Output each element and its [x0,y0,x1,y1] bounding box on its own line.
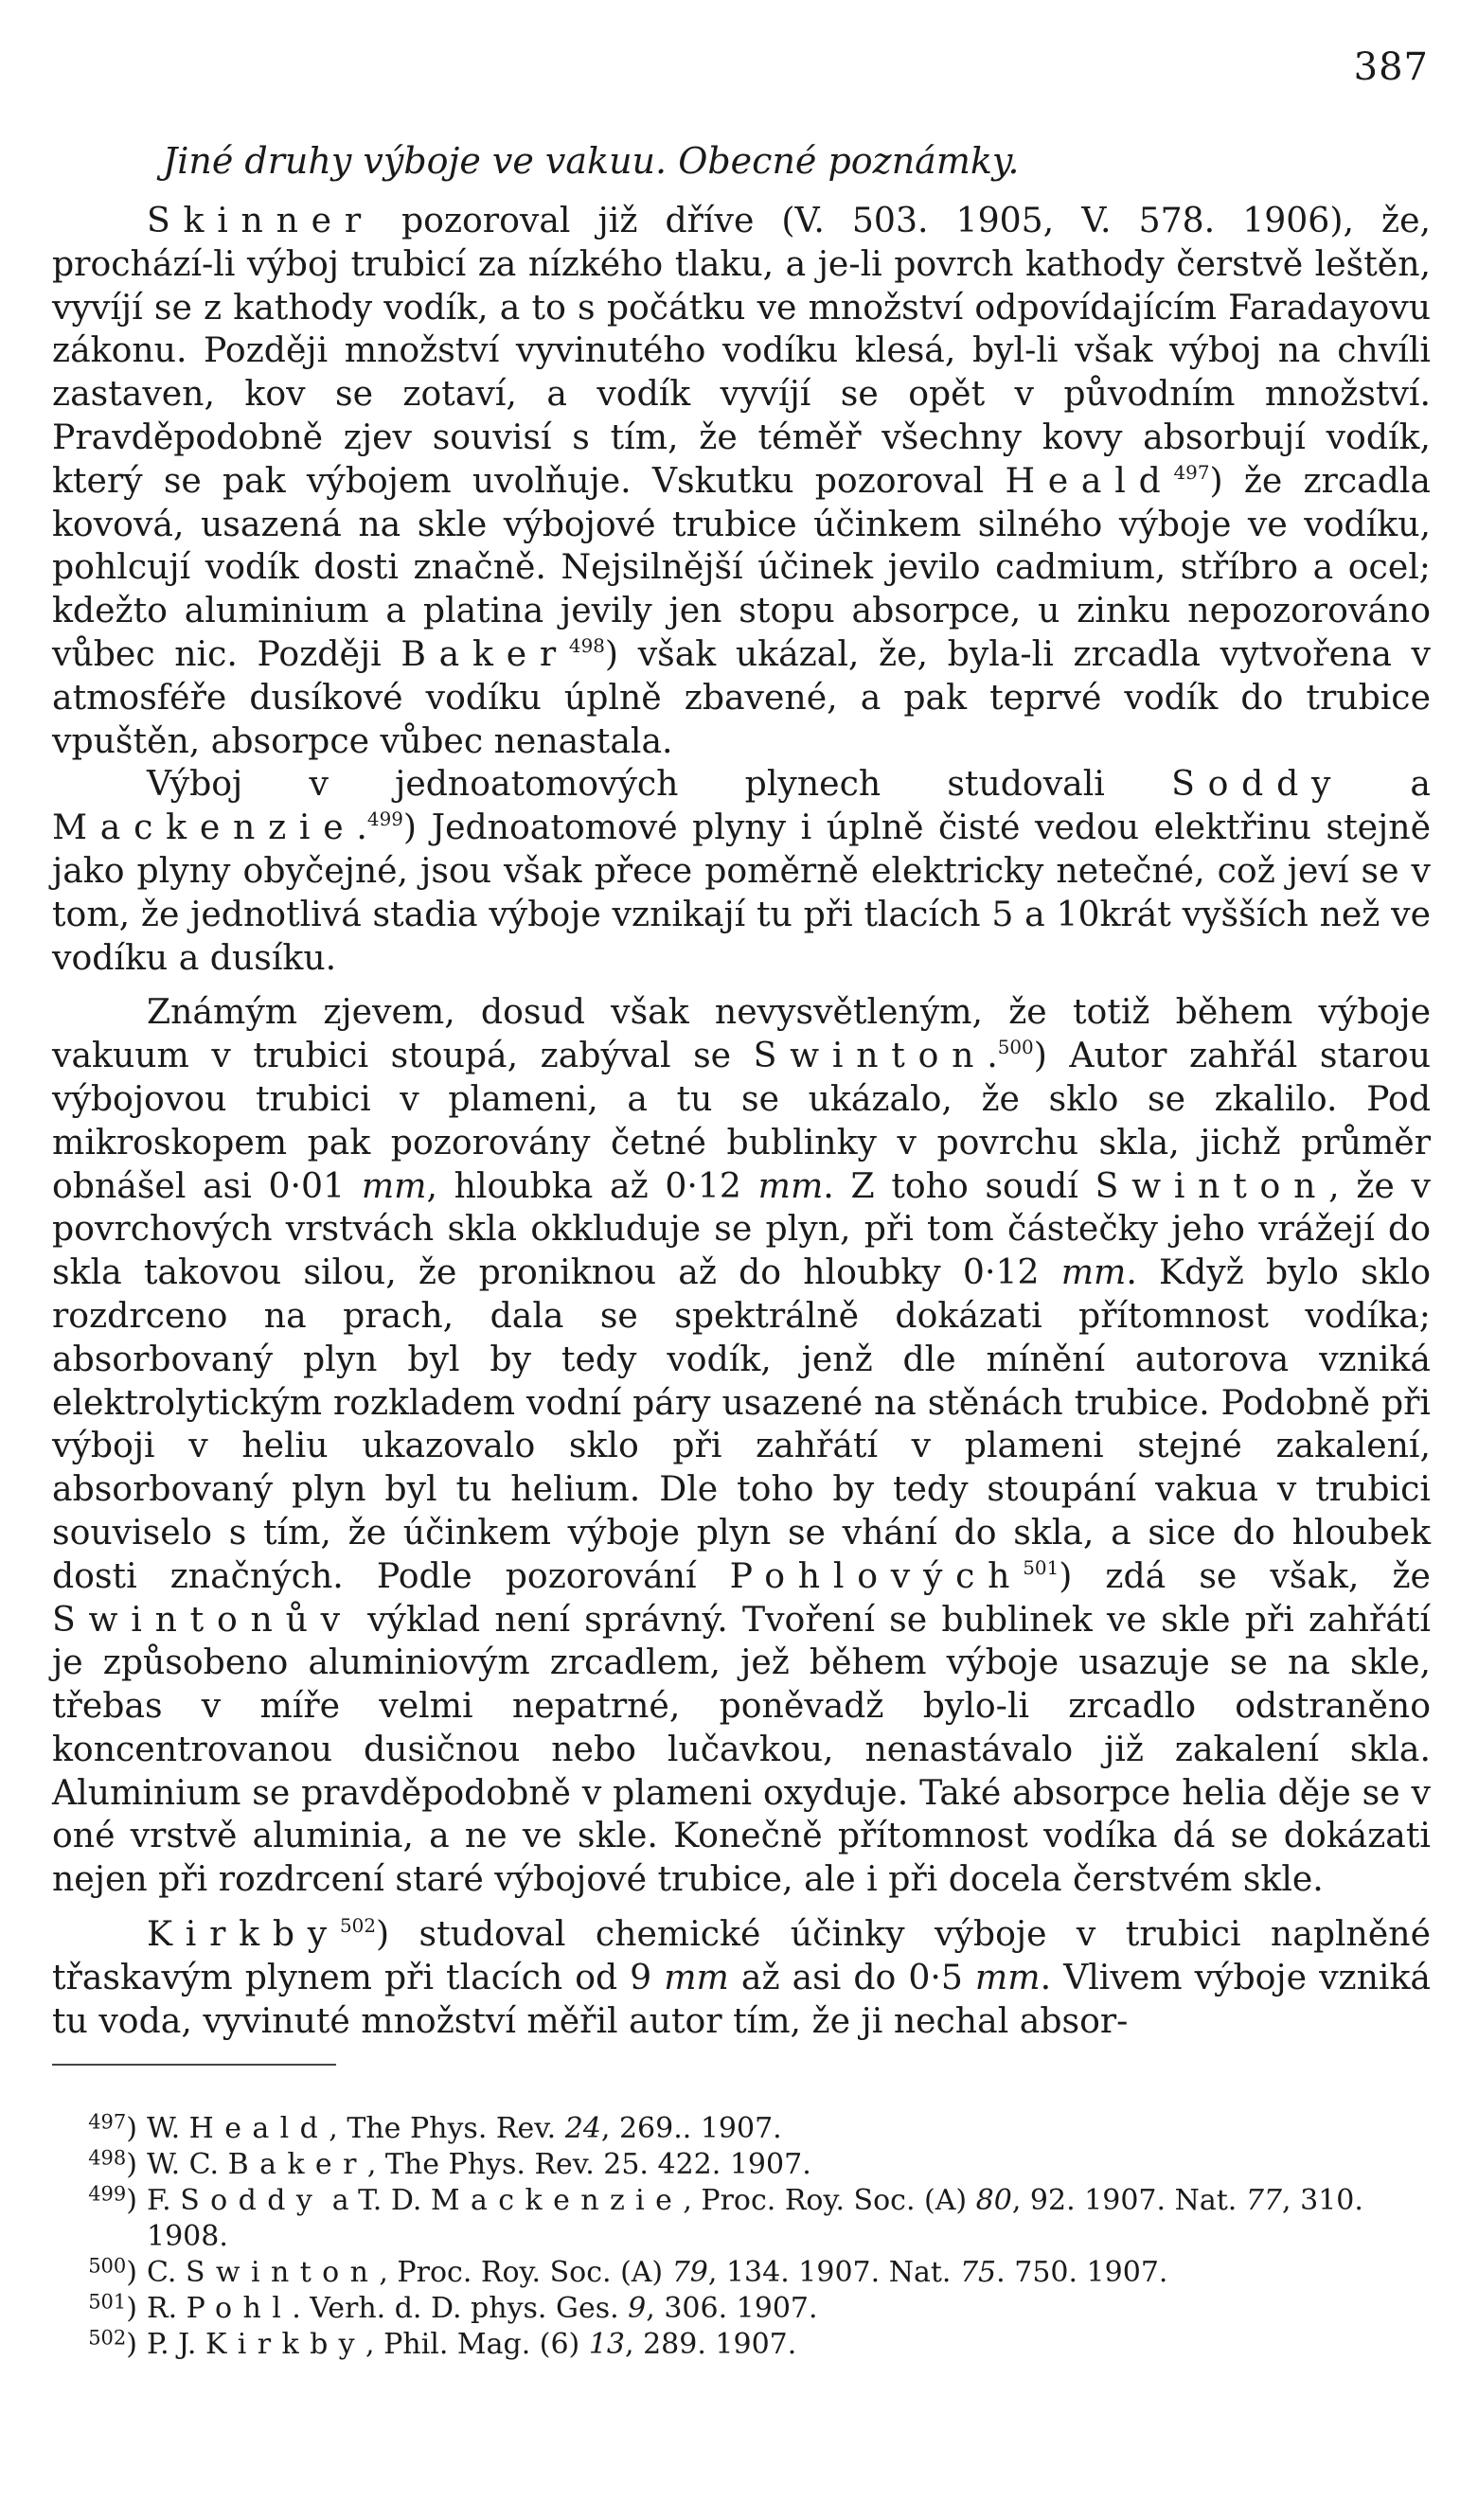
author-name: Soddy [180,2184,324,2217]
footnote-number: $^{497}$) [88,2110,137,2145]
author-name: Swinton [1095,1164,1329,1206]
paragraph [52,762,1431,979]
italic-text: mm [757,1164,824,1206]
author-name: Skinner [147,200,374,240]
footnote-reference: 500 [997,1037,1034,1059]
footnote [52,2255,1431,2291]
text-run: ) že zrcadla kovová, usazená na skle výbojové trubice účinkem silného výboje ve vodíku, pohlcují vodík dosti značně. Nejsilnější účinek jevilo cadmium, stříbro a ocel; kdežto aluminium a platina jevily jen stopu absorpce, u zinku nepozorováno vůbec nic. Později [52,459,1432,674]
citation-text: , 306. 1907. [646,2292,818,2325]
author-name: Mackenzie [430,2184,684,2217]
body-text [52,199,1431,2042]
text-run: a [1344,763,1432,805]
text-run: . Z toho soudí [823,1164,1095,1206]
footnote [52,2327,1431,2363]
text-run: . Vlivem výboje vzniká tu voda, vyvinuté množství měřil autor tím, že ji nechal absor- [52,1956,1431,2041]
author-name: Swinton [185,2256,380,2289]
author-name: Swintonův [52,1598,353,1640]
text-run: Výboj v jednoatomových plynech studovali [147,763,1172,805]
citation-text: , The Phys. Rev. 25. 422. 1907. [366,2148,811,2181]
text-run: , že v povrchových vrstvách skla okkluduje se plyn, při tom částečky jeho vrážejí do skla takovou silou, že proniknou až do hloubky 0·12 [52,1164,1431,1293]
citation-text: R. [147,2292,187,2325]
footnote-number-text: 501 [88,2290,127,2314]
text-run: pozoroval již dříve (V. 503. 1905, V. 578. 1906), že, prochází-li výboj trubicí za nízkého tlaku, a je-li povrch kathody čerstvě leštěn, vyvíjí se z kathody vodík, a to s počátku ve množství odpovídajícím Faradayovu zákonu. Později množství vyvinutého vodíku klesá, byl-li však výboj na chvíli zastaven, kov se zotaví, a vodík vyvíjí se opět v původním množství. Pravděpodobně zjev souvisí s tím, že téměř všechny kovy absorbují vodík, který se pak výbojem uvolňuje. Vskutku pozoroval [52,200,1431,501]
citation-text: a T. D. [323,2184,431,2217]
text-run: ) Autor zahřál starou výbojovou trubici v plameni, a tu se ukázalo, že sklo se zkalilo. Pod mikroskopem pak pozorovány četné bublinky v povrchu skla, jichž průměr obnášel asi 0·01 [52,1035,1432,1206]
author-name: Heald [1005,459,1174,501]
citation-text: . Verh. d. D. phys. Ges. [292,2292,629,2325]
author-name: Kirkby [205,2328,366,2361]
footnote-reference: 497 [1173,461,1210,484]
footnote-number: $^{502}$) [88,2326,137,2361]
text-run: výklad není správný. Tvoření se bublinek ve skle při zahřátí je způsobeno aluminiovým zrcadlem, jež během výboje usazuje se na skle, třebas v míře velmi nepatrné, poněvadž bylo-li zrcadlo odstraněno koncentrovanou dusičnou nebo lučavkou, nenastávalo již zakalení skla. Aluminium se pravděpodobně v plameni oxyduje. Také absorpce helia děje se v oné vrstvě aluminia, a ne ve skle. Konečně přítomnost vodíka dá se dokázati nejen při rozdrcení staré výbojové trubice, ale i při docela čerstvém skle. [52,1598,1431,1900]
author-name: Kirkby [147,1913,340,1955]
footnote-number-text: 498 [88,2146,127,2170]
volume-number: 13 [588,2328,625,2361]
footnote-number-text: 502 [88,2326,127,2350]
citation-text: , Proc. Roy. Soc. (A) [683,2184,976,2217]
footnote-reference: 498 [568,635,605,658]
page-number: 387 [1353,45,1429,89]
footnote [52,2183,1431,2255]
citation-text: , 289. 1907. [625,2328,797,2361]
paragraph [52,990,1431,1901]
footnote-number-text: 500 [88,2254,127,2278]
author-name: Soddy [1171,763,1344,805]
footnote [52,2111,1431,2147]
text-run: ) však ukázal, že, byla-li zrcadla vytvořena v atmosféře dusíkové vodíku úplně zbavené, a pak teprvé vodík do trubice vpuštěn, absorpce vůbec nenastala. [52,632,1431,761]
italic-text: mm [664,1956,729,1997]
text-run: ) zdá se však, že [1059,1554,1431,1596]
footnote-divider [52,2064,336,2066]
volume-number: 24 [564,2112,601,2145]
author-name: Mackenzie [52,807,357,848]
citation-text: W. [147,2112,189,2145]
author-name: Pohl [186,2292,293,2325]
citation-text: , The Phys. Rev. [329,2112,565,2145]
citation-text: , 134. 1907. Nat. [707,2256,960,2289]
footnote-reference: 501 [1023,1556,1060,1579]
text-run: ) studoval chemické účinky výboje v trubici naplněné třaskavým plynem při tlacích od 9 [52,1913,1431,1997]
volume-number: 9 [628,2292,647,2325]
text-run: , hloubka až 0·12 [426,1164,758,1206]
author-name: Heald [188,2112,329,2145]
volume-number: 77 [1245,2184,1283,2217]
citation-text: , Phil. Mag. (6) [365,2328,589,2361]
text-run: ) Jednoatomové plyny i úplně čisté vedou elektřinu stejně jako plyny obyčejné, jsou však přece poměrně elektricky netečné, což jeví se v tom, že jednotlivá stadia výboje vznikají tu při tlacích 5 a 10krát vyšších než ve vodíku a dusíku. [52,807,1431,978]
italic-text: mm [1060,1251,1127,1293]
running-header: Jiné druhy výboje ve vakuu. Obecné poznámky. [163,140,1020,182]
citation-text: , 269.. 1907. [600,2112,782,2145]
volume-number: 75 [959,2256,997,2289]
footnote [52,2147,1431,2183]
footnote-number: $^{499}$) [88,2182,137,2217]
footnote-reference: 499 [366,808,403,831]
volume-number: 80 [975,2184,1012,2217]
text-run: až asi do 0·5 [728,1956,975,1997]
citation-text: P. J. [147,2328,205,2361]
text-run: . [987,1035,998,1076]
text-run: . [356,807,367,848]
citation-text: C. [147,2256,186,2289]
author-name: Baker [401,632,569,674]
author-name: Pohlových [729,1554,1024,1596]
volume-number: 79 [671,2256,708,2289]
footnote-number: $^{500}$) [88,2254,137,2289]
footnote [52,2291,1431,2327]
citation-text: . 750. 1907. [996,2256,1168,2289]
author-name: Baker [227,2148,367,2181]
footnote-number-text: 499 [88,2182,127,2206]
citation-text: , 92. 1907. Nat. [1011,2184,1246,2217]
italic-text: mm [974,1956,1041,1997]
footnote-reference: 502 [339,1915,376,1938]
citation-text: , Proc. Roy. Soc. (A) [379,2256,672,2289]
footnote-number: $^{498}$) [88,2146,137,2181]
paragraph [52,199,1431,762]
text-run: Známým zjevem, dosud však nevysvětleným, že totiž během výboje vakuum v trubici stoupá, zabýval se [52,991,1431,1076]
author-name: Swinton [753,1035,988,1076]
text-run: . Když bylo sklo rozdrceno na prach, dala se spektrálně dokázati přítomnost vodíka; absorbovaný plyn byl by tedy vodík, jenž dle mínění autorova vzniká elektrolytickým rozkladem vodní páry usazené na stěnách trubice. Podobně při výboji v heliu ukazovalo sklo při zahřátí v plameni stejné zakalení, absorbovaný plyn byl tu helium. Dle toho by tedy stoupání vakua v trubici souviselo s tím, že účinkem výboje plyn se vhání do skla, a sice do hloubek dosti značných. Podle pozorování [52,1251,1431,1596]
paragraph [52,1912,1431,2042]
citation-text: F. [147,2184,181,2217]
footnote-number-text: 497 [88,2110,127,2134]
footnote-number: $^{501}$) [88,2290,137,2325]
footnotes [52,2111,1431,2363]
citation-text: W. C. [147,2148,228,2181]
italic-text: mm [361,1164,427,1206]
citation-text: , 310. 1908. [147,2184,1363,2253]
